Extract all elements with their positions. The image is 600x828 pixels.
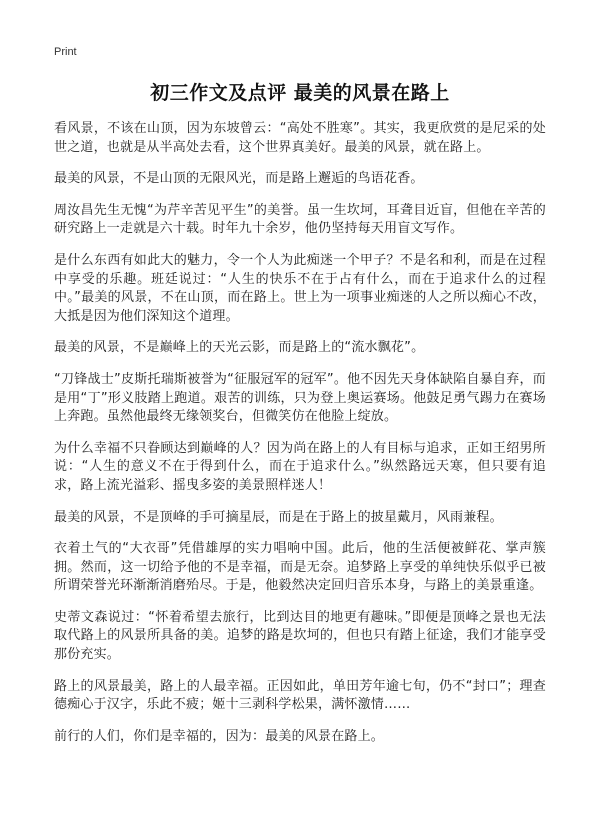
page-title: 初三作文及点评 最美的风景在路上: [150, 82, 450, 104]
paragraph: “刀锋战士”皮斯托瑞斯被誉为“征服冠军的冠军”。他不因先天身体缺陷自暴自弃，而是用“丁”形义肢踏上跑道。艰苦的训练，只为登上奥运赛场。他鼓足勇气踢力在赛场上奔跑。虽然他最终无缘领奖台，但微笑仿在他脸上绽放。: [54, 371, 546, 425]
paragraph: 周汝昌先生无愧“为芹辛苦见平生”的美誉。虽一生坎坷，耳聋目近盲，但他在辛苦的研究路上一走就是六十载。时年九十余岁，他仍坚持每天用盲文写作。: [54, 202, 546, 237]
paragraph: 衣着土气的“大衣哥”凭借雄厚的实力唱响中国。此后，他的生活便被鲜花、掌声簇拥。然而，这一切给予他的不是幸福，而是无奈。追梦路上享受的单纯快乐似乎已被所谓荣誉光环渐渐消磨殆尽。于是，他毅然决定回归音乐本身，与路上的美景重逢。: [54, 541, 546, 594]
paragraph: 最美的风景，不是巅峰上的天光云影，而是路上的“流水飘花”。: [54, 340, 425, 356]
paragraph: 为什么幸福不只眷顾达到巅峰的人？因为尚在路上的人有目标与追求，正如王绍男所说：“人生的意义不在于得到什么，而在于追求什么。”纵然路远天寒，但只要有追求，路上流光溢彩、摇曳多姿的美景照样迷人！: [54, 440, 546, 493]
paragraph: 前行的人们，你们是幸福的，因为：最美的风景在路上。: [54, 728, 385, 744]
article-body: [54, 120, 546, 759]
paragraph: 史蒂文森说过：“怀着希望去旅行，比到达目的地更有趣味。”即便是顶峰之景也无法取代路上的风景所具备的美。追梦的路是坎坷的，但也只有踏上征途，我们才能享受那份充实。: [54, 609, 546, 663]
print-link[interactable]: Print: [54, 46, 77, 58]
paragraph: 是什么东西有如此大的魅力，令一个人为此痴迷一个甲子？不是名和利，而是在过程中享受的乐趣。班廷说过：“人生的快乐不在于占有什么，而在于追求什么的过程中。”最美的风景，不在山顶，而在路上。世上为一项事业痴迷的人之所以痴心不改，大抵是因为他们深知这个道理。: [54, 252, 546, 324]
paragraph: 路上的风景最美，路上的人最幸福。正因如此，单田芳年逾七旬，仍不“封口”；理查德痴心于汉字，乐此不疲；姬十三剥科学松果，满怀激情……: [54, 678, 546, 713]
paragraph: 最美的风景，不是顶峰的手可摘星辰，而是在于路上的披星戴月，风雨兼程。: [54, 509, 503, 525]
paragraph: 最美的风景，不是山顶的无限风光，而是路上邂逅的鸟语花香。: [54, 171, 424, 187]
paragraph: 看风景，不该在山顶，因为东坡曾云：“高处不胜寒”。其实，我更欣赏的是尼采的处世之道，也就是从半高处去看，这个世界真美好。最美的风景，就在路上。: [54, 121, 546, 155]
